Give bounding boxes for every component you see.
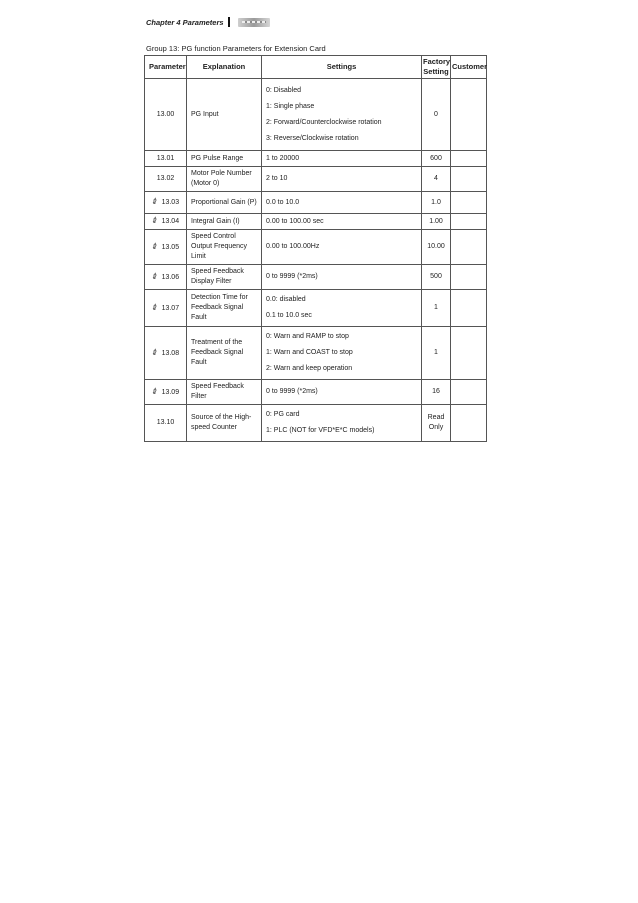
- cell-customer: [451, 79, 487, 151]
- cell-settings: [262, 167, 422, 192]
- cell-explanation: Speed Control Output Frequency Limit: [187, 230, 262, 265]
- cell-factory-setting: 1: [422, 327, 451, 380]
- cell-explanation: Detection Time for Feedback Signal Fault: [187, 290, 262, 327]
- table-row: [145, 327, 487, 380]
- pencil-icon: ✐: [149, 270, 161, 282]
- setting-option: 0.1 to 10.0 sec: [266, 312, 312, 319]
- pencil-icon: ✐: [149, 385, 161, 397]
- cell-parameter: [145, 192, 187, 214]
- cell-customer: [451, 327, 487, 380]
- parameter-code: 13.10: [156, 419, 175, 426]
- table-row: [145, 380, 487, 405]
- header-settings: Settings: [262, 56, 422, 79]
- cell-factory-setting: 0: [422, 79, 451, 151]
- pencil-icon: ✐: [149, 195, 161, 208]
- setting-option: 1 to 20000: [266, 154, 300, 162]
- cell-parameter: [145, 327, 187, 380]
- table-header-row: [145, 56, 487, 79]
- cell-customer: [451, 214, 487, 230]
- parameter-code: 13.05: [161, 243, 180, 251]
- cell-customer: [451, 405, 487, 442]
- setting-option: 0 to 9999 (*2ms): [266, 273, 318, 280]
- table-row: [145, 214, 487, 230]
- table-row: [145, 405, 487, 442]
- cell-parameter: [145, 167, 187, 192]
- setting-option: 3: Reverse/Clockwise rotation: [266, 134, 359, 142]
- cell-settings: [262, 380, 422, 405]
- table-row: [145, 265, 487, 290]
- pencil-icon: ✐: [149, 301, 161, 313]
- parameter-code: 13.06: [161, 273, 180, 281]
- parameter-code: 13.01: [156, 154, 175, 162]
- cell-settings: [262, 265, 422, 290]
- table-row: [145, 290, 487, 327]
- brand-logo-icon: [238, 18, 270, 27]
- setting-option: 0: PG card: [266, 411, 300, 418]
- cell-explanation: Proportional Gain (P): [187, 192, 262, 214]
- setting-option: 0: Disabled: [266, 86, 302, 94]
- table-row: [145, 151, 487, 167]
- table-body: [145, 79, 487, 442]
- cell-explanation: Source of the High-speed Counter: [187, 405, 262, 442]
- setting-option: 1: Warn and COAST to stop: [266, 349, 353, 356]
- table-row: [145, 192, 487, 214]
- parameter-code: 13.03: [161, 199, 180, 206]
- parameter-code: 13.04: [161, 218, 180, 225]
- parameter-code: 13.09: [161, 388, 180, 396]
- cell-settings: [262, 151, 422, 167]
- cell-customer: [451, 380, 487, 405]
- header-factory-setting: Factory Setting: [422, 56, 451, 79]
- chapter-title: Chapter 4 Parameters: [146, 17, 224, 27]
- cell-settings: [262, 290, 422, 327]
- cell-factory-setting: 500: [422, 265, 451, 290]
- cell-parameter: [145, 230, 187, 265]
- header-divider: [228, 17, 230, 27]
- cell-customer: [451, 192, 487, 214]
- parameter-code: 13.07: [161, 304, 180, 312]
- setting-option: 2: Warn and keep operation: [266, 365, 353, 372]
- pencil-icon: ✐: [149, 346, 161, 358]
- cell-explanation: Integral Gain (I): [187, 214, 262, 230]
- cell-factory-setting: 10.00: [422, 230, 451, 265]
- cell-factory-setting: 4: [422, 167, 451, 192]
- parameter-code: 13.02: [156, 175, 175, 182]
- cell-customer: [451, 151, 487, 167]
- parameter-code: 13.08: [161, 349, 180, 357]
- cell-parameter: [145, 380, 187, 405]
- cell-settings: [262, 192, 422, 214]
- parameter-code: 13.00: [156, 110, 175, 118]
- setting-option: 1: PLC (NOT for VFD*E*C models): [266, 427, 375, 434]
- cell-explanation: PG Pulse Range: [187, 151, 262, 167]
- setting-option: 0.00 to 100.00Hz: [266, 243, 320, 250]
- cell-settings: [262, 230, 422, 265]
- setting-option: 0.00 to 100.00 sec: [266, 217, 324, 225]
- cell-parameter: [145, 214, 187, 230]
- table-row: [145, 167, 487, 192]
- cell-settings: [262, 79, 422, 151]
- setting-option: 2 to 10: [266, 175, 288, 182]
- group-title: Group 13: PG function Parameters for Extension Card: [146, 44, 326, 53]
- table-row: [145, 79, 487, 151]
- cell-explanation: Speed Feedback Display Filter: [187, 265, 262, 290]
- cell-factory-setting: 1: [422, 290, 451, 327]
- cell-customer: [451, 167, 487, 192]
- page-header: [146, 14, 270, 30]
- setting-option: 0.0 to 10.0: [266, 198, 300, 206]
- setting-option: 0 to 9999 (*2ms): [266, 388, 318, 395]
- setting-option: 0: Warn and RAMP to stop: [266, 333, 349, 340]
- cell-customer: [451, 230, 487, 265]
- cell-parameter: [145, 405, 187, 442]
- cell-parameter: [145, 265, 187, 290]
- cell-explanation: Treatment of the Feedback Signal Fault: [187, 327, 262, 380]
- cell-parameter: [145, 151, 187, 167]
- cell-factory-setting: 1.0: [422, 192, 451, 214]
- header-explanation: Explanation: [187, 56, 262, 79]
- cell-parameter: [145, 79, 187, 151]
- cell-settings: [262, 214, 422, 230]
- table-row: [145, 230, 487, 265]
- cell-factory-setting: 1.00: [422, 214, 451, 230]
- pencil-icon: ✐: [149, 214, 161, 227]
- setting-option: 1: Single phase: [266, 102, 315, 110]
- cell-explanation: Motor Pole Number (Motor 0): [187, 167, 262, 192]
- cell-factory-setting: 16: [422, 380, 451, 405]
- cell-explanation: Speed Feedback Filter: [187, 380, 262, 405]
- setting-option: 2: Forward/Counterclockwise rotation: [266, 118, 382, 126]
- cell-settings: [262, 405, 422, 442]
- cell-settings: [262, 327, 422, 380]
- header-customer: Customer: [451, 56, 487, 79]
- cell-factory-setting: Read Only: [422, 405, 451, 442]
- cell-parameter: [145, 290, 187, 327]
- cell-customer: [451, 265, 487, 290]
- pencil-icon: ✐: [149, 240, 161, 252]
- cell-explanation: PG Input: [187, 79, 262, 151]
- cell-customer: [451, 290, 487, 327]
- cell-factory-setting: 600: [422, 151, 451, 167]
- setting-option: 0.0: disabled: [266, 296, 306, 303]
- header-parameter: Parameter: [145, 56, 187, 79]
- parameters-table: [144, 55, 487, 442]
